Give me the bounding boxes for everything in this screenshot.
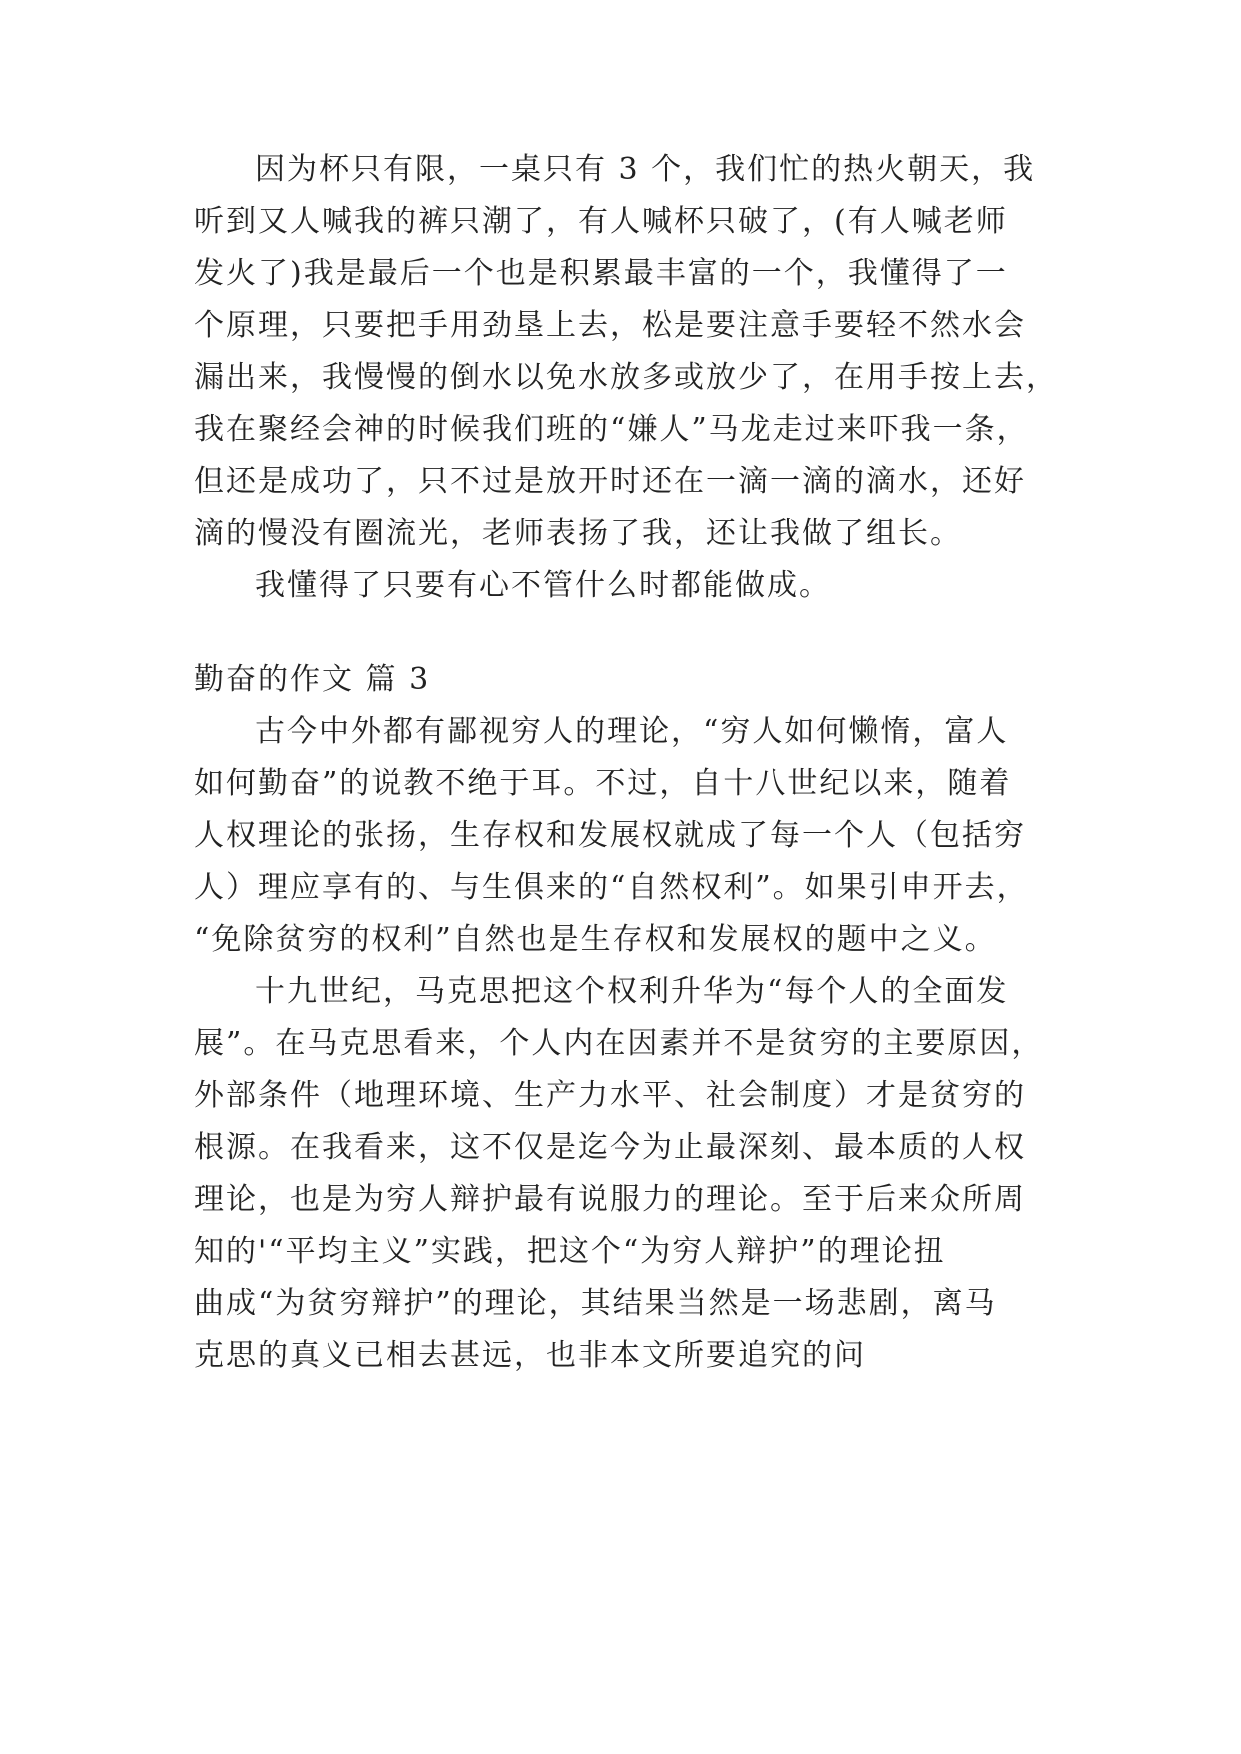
paragraph-1-line-4: 个原理，只要把手用劲垦上去，松是要注意手要轻不然水会 (194, 308, 1026, 343)
paragraph-1-line-3: 发火了)我是最后一个也是积累最丰富的一个，我懂得了一 (194, 256, 1008, 291)
paragraph-1-line-7: 但还是成功了，只不过是放开时还在一滴一滴的滴水，还好 (194, 464, 1026, 499)
section-heading: 勤奋的作文 篇 3 (194, 662, 431, 697)
paragraph-3-line-4: 人）理应享有的、与生俱来的“自然权利”。如果引申开去， (194, 870, 1029, 905)
paragraph-4-line-2: 展”。在马克思看来，个人内在因素并不是贫穷的主要原因， (194, 1026, 1044, 1061)
paragraph-4-line-5: 理论，也是为穷人辩护最有说服力的理论。至于后来众所周 (194, 1182, 1026, 1217)
paragraph-4-line-8: 克思的真义已相去甚远，也非本文所要追究的问 (194, 1338, 866, 1373)
paragraph-3-line-1: 古今中外都有鄙视穷人的理论，“穷人如何懒惰，富人 (255, 714, 1009, 749)
paragraph-4-line-7: 曲成“为贫穷辩护”的理论，其结果当然是一场悲剧，离马 (194, 1286, 997, 1321)
paragraph-4-line-1: 十九世纪，马克思把这个权利升华为“每个人的全面发 (255, 974, 1009, 1009)
paragraph-3-line-3: 人权理论的张扬，生存权和发展权就成了每一个人（包括穷 (194, 818, 1026, 853)
paragraph-2-line-1: 我懂得了只要有心不管什么时都能做成。 (255, 568, 831, 603)
paragraph-4-line-4: 根源。在我看来，这不仅是迄今为止最深刻、最本质的人权 (194, 1130, 1026, 1165)
paragraph-4-line-3: 外部条件（地理环境、生产力水平、社会制度）才是贫穷的 (194, 1078, 1026, 1113)
paragraph-1-line-5: 漏出来，我慢慢的倒水以免水放多或放少了，在用手按上去， (194, 360, 1058, 395)
paragraph-1-line-1: 因为杯只有限，一桌只有 3 个，我们忙的热火朝天，我 (255, 152, 1036, 187)
paragraph-4-line-6: 知的'“平均主义”实践，把这个“为穷人辩护”的理论扭 (194, 1234, 946, 1269)
paragraph-3-line-2: 如何勤奋”的说教不绝于耳。不过，自十八世纪以来，随着 (194, 766, 1012, 801)
paragraph-1-line-8: 滴的慢没有圈流光，老师表扬了我，还让我做了组长。 (194, 516, 962, 551)
paragraph-1-line-6: 我在聚经会神的时候我们班的“嫌人”马龙走过来吓我一条， (194, 412, 1029, 447)
paragraph-1-line-2: 听到又人喊我的裤只潮了，有人喊杯只破了，(有人喊老师 (194, 204, 1008, 239)
paragraph-3-line-5: “免除贫穷的权利”自然也是生存权和发展权的题中之义。 (194, 922, 997, 957)
